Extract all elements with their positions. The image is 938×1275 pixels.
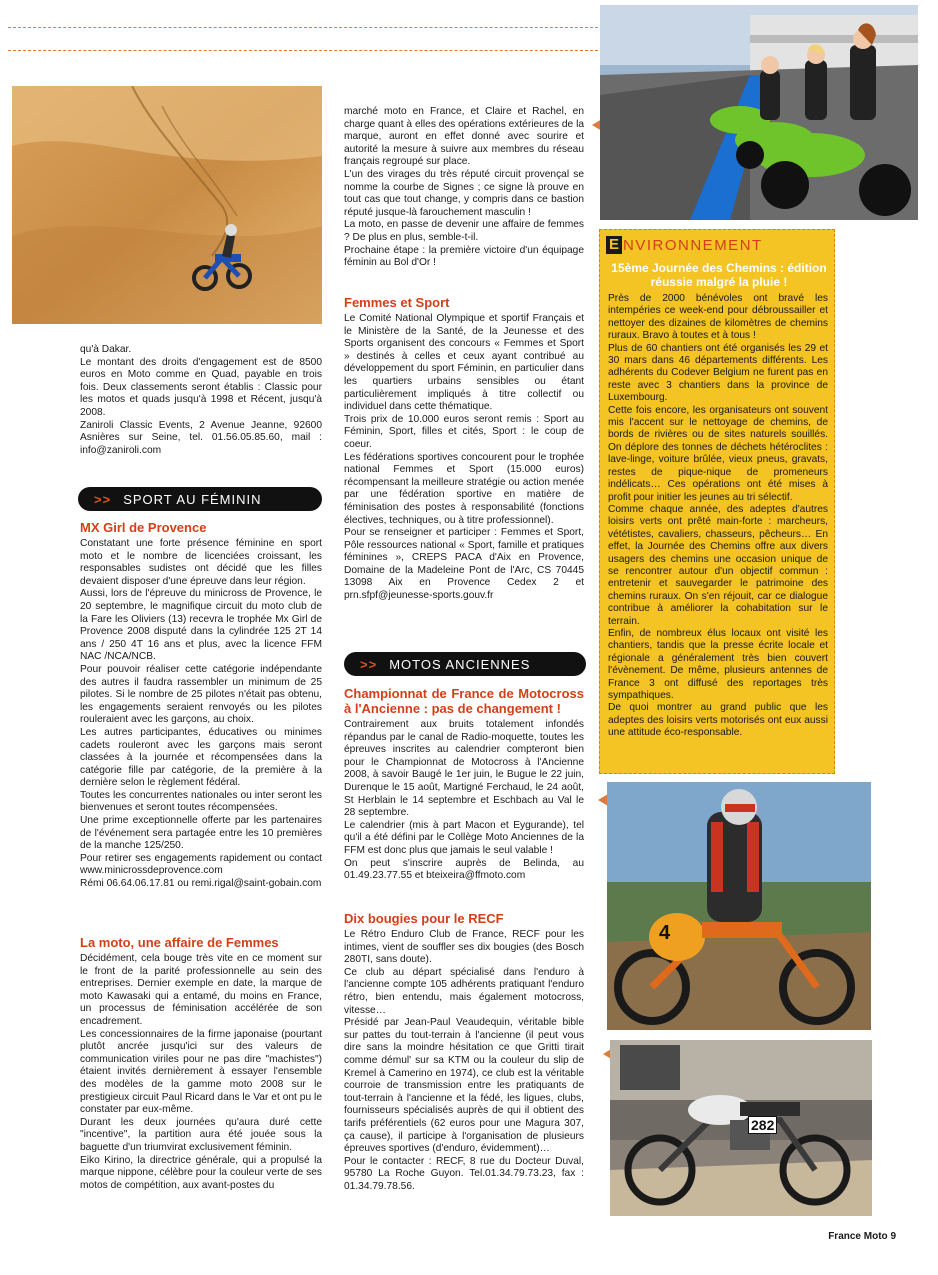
- paragraph: De quoi montrer au grand public que les adeptes des loisirs verts motorisés ont eux aussi une attitude éco-responsable.: [608, 702, 828, 739]
- paragraph: Durant les deux journées qu'aura duré cette "incentive", la partition aura été jouée sous la baguette d'un triumvirat exclusivement féminin.: [80, 1116, 322, 1153]
- paragraph: Rémi 06.64.06.17.81 ou remi.rigal@saint-gobain.com: [80, 878, 322, 890]
- page-footer: [828, 1231, 896, 1242]
- article-title: Championnat de France de Motocross à l'Ancienne : pas de changement !: [344, 686, 584, 716]
- moto-femmes-article: [80, 935, 322, 1192]
- paragraph: Le Rétro Enduro Club de France, RECF pour les intimes, vient de souffler ses dix bougies (des Bosch 280TI, sans doute).: [344, 929, 584, 966]
- paragraph: Les autres participantes, éducatives ou minimes cadets rouleront avec les garçons mais seront classées à la journée et récompensées dans la catégorie fille par catégorie, de la première à la dernière selon le règlement fédéral.: [80, 726, 322, 789]
- paragraph: Les concessionnaires de la firme japonaise (pourtant plutôt ancrée jusqu'ici sur des valeurs de communication viriles pour ne pas dire "machistes") étaient invités dernièrement à essayer l'ensemble des modèles de la gamme moto 2008 sur le prestigieux circuit Paul Ricard dans le Var et ont pu le constater par eux-même.: [80, 1028, 322, 1116]
- paragraph: La moto, en passe de devenir une affaire de femmes ? De plus en plus, semble-t-il.: [344, 219, 584, 243]
- paragraph: Pour le contacter : RECF, 8 rue du Docteur Duval, 95780 La Roche Guyon. Tel.01.34.79.73.23, fax : 01.34.79.78.56.: [344, 1155, 584, 1192]
- article-title: MX Girl de Provence: [80, 520, 207, 535]
- moto-femmes-continued: [344, 106, 584, 270]
- paragraph: Constatant une forte présence féminine en sport moto et le nombre de licenciées croissant, les responsables sudistes ont décidé que les filles devaient disposer d'une épreuve dans leur région.: [80, 538, 322, 587]
- top-dashed-rule-2: [8, 50, 598, 51]
- paragraph: Prochaine étape : la première victoire d'un équipage féminin au Bol d'Or !: [344, 244, 584, 269]
- desert-rally-photo: [12, 86, 322, 324]
- article-title: Femmes et Sport: [344, 295, 450, 310]
- femmes-et-sport-article: [344, 295, 584, 603]
- paragraph: Zaniroli Classic Events, 2 Avenue Jeanne, 92600 Asnières sur Seine, tel. 01.56.05.85.60, mail : info@zaniroli.com: [80, 419, 322, 456]
- paragraph: marché moto en France, et Claire et Rachel, en charge quant à elles des opérations extérieures de la marque, auront en effet donné avec sourire et autorité la mesure à suivre aux membres du réseau français regroupé sur place.: [344, 106, 584, 168]
- paragraph: qu'à Dakar.: [80, 344, 132, 355]
- title-rest: NVIRONNEMENT: [623, 236, 763, 254]
- mx-girl-article: [80, 520, 322, 891]
- section-header-sport-au-feminin: [78, 487, 322, 511]
- paragraph: Pour pouvoir réaliser cette catégorie indépendante des autres il faudra rassembler un minimum de 25 pilotes. Si le nombre de 25 pilotes n'était pas obtenu, les engagements seraient renvoyés ou les pilotes rouleraient avec les garçons, au choix.: [80, 663, 322, 726]
- chevron-icon: >>: [360, 656, 378, 672]
- paragraph: Plus de 60 chantiers ont été organisés les 29 et 30 mars dans 46 départements différents. Les adhérents du Codever Belgium ne furent pas en reste avec 3 chantiers dans la province de Luxembourg.: [608, 342, 828, 404]
- section-title: SPORT AU FÉMININ: [123, 491, 262, 507]
- environnement-subtitle: 15ème Journée des Chemins : édition réussie malgré la pluie !: [611, 261, 827, 289]
- environnement-title: [606, 236, 763, 254]
- paragraph: Toutes les concurrentes nationales ou inter seront les bienvenues et seront toutes récompensées.: [80, 789, 322, 814]
- vintage-enduro-bike-photo: [610, 1040, 872, 1216]
- section-header-motos-anciennes: [344, 652, 586, 676]
- paragraph: Cette fois encore, les organisateurs ont souvent mis l'accent sur le nettoyage de chemins, de bords de rivières ou de sites naturels souillés. On déplore des tonnes de déchets hétéroclites : lave-linge, voiture brûlée, vieux pneus, gravats, restes de pique-nique de promeneurs indélicats… Ces opérations ont été mises à profit pour initier les jeunes au tri sélectif.: [608, 404, 828, 503]
- page-number: 9: [890, 1231, 896, 1242]
- paragraph: Décidément, cela bouge très vite en ce moment sur le front de la parité professionnelle au sein des entreprises. Dernier exemple en date, la marque de moto Kawasaki qui a entamé, du moins en France, un processus de féminisation accélérée de son encadrement.: [80, 953, 322, 1027]
- paragraph: Eiko Kirino, la directrice générale, qui a propulsé la marque nippone, célèbre pour la couleur verte de ses motos de compétition, aux avant-postes du: [80, 1154, 322, 1191]
- section-title: MOTOS ANCIENNES: [389, 656, 531, 672]
- dix-bougies-article: [344, 911, 584, 1193]
- paragraph: Contrairement aux bruits totalement infondés répandus par le canal de Radio-moquette, toutes les épreuves inscrites au calendrier compteront bien pour le Championnat de Motocross à l'Ancienne 2008, à savoir Baugé le 1er juin, le Bugue le 22 juin, Durenque le 15 août, Martigné Ferchaud, le 24 août, St Herblain le 14 septembre et Eschbach au Val le 28 septembre.: [344, 719, 584, 819]
- vintage-motocross-photo: [607, 782, 871, 1030]
- paragraph: On peut s'inscrire auprès de Belinda, au 01.49.23.77.55 et bteixeira@ffmoto.com: [344, 857, 584, 882]
- paragraph: Près de 2000 bénévoles ont bravé les intempéries ce week-end pour débroussailler et nettoyer des dizaines de kilomètres de chemins ruraux. Bravo à toutes et à tous !: [608, 293, 828, 342]
- environnement-text: [608, 293, 828, 740]
- paragraph: Le Comité National Olympique et sportif Français et le Ministère de la Santé, de la Jeunesse et des Sports organisent des concours « Femmes et Sport » destinés à celles et ceux ayant contribué au développement du sport Féminin, en particulier dans les quartiers urbains sensibles ou étant particulièrement impliqués à titre collectif ou individuel dans cette thématique.: [344, 313, 584, 413]
- article-title: La moto, une affaire de Femmes: [80, 935, 279, 950]
- paragraph: Présidé par Jean-Paul Veaudequin, véritable bible sur pattes du tout-terrain à l'ancienne (il peut vous dire sans la moindre hésitation ce que Gritti tirait comme démul' sur sa KTM ou la couleur du slip de Kremel à Camerino en 1974), ce club est la véritable courroie de transmission entre les pratiquants de tout-terrain à l'ancienne et la fédé, les ligues, clubs, fournisseurs spécialisés auprès de qui il obtient des tarifs préférentiels (62 euros pour une Magura 307, ça cause), il participe à l'organisation de plusieurs épreuves sportives (d'enduro, évidemment)…: [344, 1017, 584, 1155]
- environnement-box: [599, 229, 835, 774]
- paragraph: Ce club au départ spécialisé dans l'enduro à l'ancienne compte 105 adhérents pratiquant l'enduro rétro, bien entendu, mais également motocross, vitesse…: [344, 966, 584, 1016]
- top-dashed-rule-1: [8, 27, 598, 28]
- championnat-article: [344, 686, 584, 883]
- left-intro-text: [80, 344, 322, 457]
- plate-number: 282: [748, 1116, 777, 1134]
- kawasaki-riders-photo: [600, 5, 918, 220]
- paragraph: Les fédérations sportives concourent pour le trophée national Femmes et Sport (15.000 euros) récompensant la meilleure stratégie ou action menée par une fédération sportive en matière de féminisation des postes à responsabilité (fonctions électives, techniques, ou à titre professionnel).: [344, 451, 584, 526]
- title-initial: E: [606, 236, 622, 254]
- paragraph: Aussi, lors de l'épreuve du minicross de Provence, le 20 septembre, le magnifique circuit du moto club de la Fare les Oliviers (13) recevra le trophée Mx Girl de Provence 2008 disputé dans la cylindrée 125 2T 14 ans / 250 4T 16 ans et plus, avec la licence FFM NAC /NCA/NCB.: [80, 588, 322, 663]
- paragraph: Enfin, de nombreux élus locaux ont visité les chantiers, tandis que la presse écrite locale et régionale a généralement très bien couvert l'évènement. De même, plusieurs antennes de France 3 ont diffusé des reportages très sympathiques.: [608, 627, 828, 701]
- paragraph: Trois prix de 10.000 euros seront remis : Sport au Féminin, Sport, filles et cités, Sport : le coup de coeur.: [344, 413, 584, 450]
- paragraph: Le calendrier (mis à part Macon et Eygurande), tel qu'il a été défini par le Collège Moto Anciennes de la FFM est donc plus que jamais le seul valable !: [344, 819, 584, 856]
- article-title: Dix bougies pour le RECF: [344, 911, 504, 926]
- paragraph: Pour retirer ses engagements rapidement ou contact www.minicrossdeprovence.com: [80, 852, 322, 877]
- magazine-name: France Moto: [828, 1231, 888, 1242]
- paragraph: L'un des virages du très réputé circuit provençal se nomme la courbe de Signes ; ce signe là prouve en tout cas que tout change, y compris dans ce bastion réputé jusque-là farouchement masculin !: [344, 168, 584, 218]
- paragraph: Pour se renseigner et participer : Femmes et Sport, Pôle ressources national « Sport, famille et pratiques féminines », CREPS PACA d'Aix en Provence, Domaine de la Madeleine Pont de l'Arc, CS 70445 13098 Aix en Provence Cedex 2 et prn.sfpf@jeunesse-sports.gouv.fr: [344, 527, 584, 602]
- race-number: 4: [659, 922, 671, 944]
- paragraph: Une prime exceptionnelle offerte par les partenaires de l'événement sera partagée entre les 10 premières de la manche 125/250.: [80, 815, 322, 852]
- paragraph: Le montant des droits d'engagement est de 8500 euros en Moto comme en Quad, payable en trois fois. Deux classements seront établis : Classic pour les motos et quads jusqu'à 1998 et Récent, jusqu'à 2008.: [80, 356, 322, 418]
- chevron-icon: >>: [94, 491, 112, 507]
- paragraph: Comme chaque année, des adeptes d'autres loisirs verts ont prêté main-forte : marcheurs, vététistes, cavaliers, chasseurs, pêcheurs… En effet, la Journée des Chemins offre aux divers usagers des chemins une occasion unique de se rencontrer autour d'un objectif commun : entretenir et sauvegarder le patrimoine des chemins ruraux. On s'en réjouit, car ce dialogue contribue à améliorer la cohabitation sur le terrain.: [608, 503, 828, 627]
